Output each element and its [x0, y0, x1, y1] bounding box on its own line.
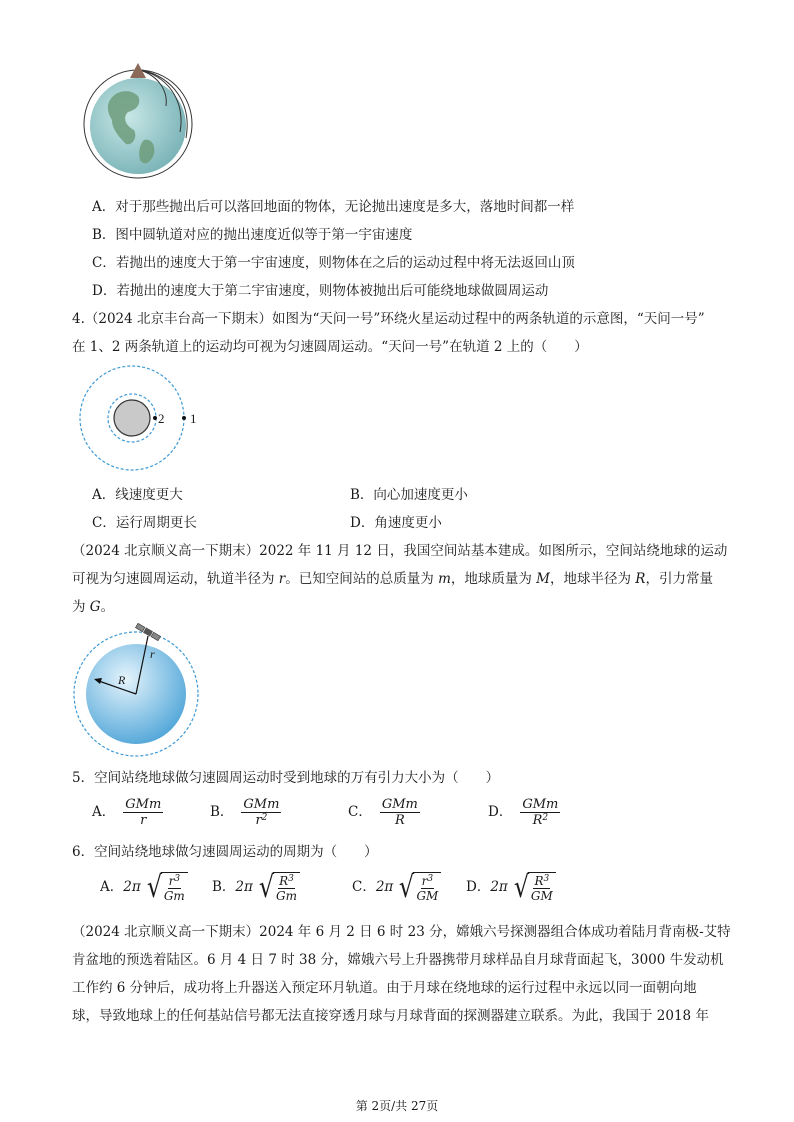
q4-option-b: B．向心加速度更小	[350, 487, 468, 503]
q3-option-b: B．图中圆轨道对应的抛出速度近似等于第一宇宙速度	[92, 227, 413, 243]
chang-e-line4: 球，导致地球上的任何基站信号都无法直接穿透月球与月球背面的探测器建立联系。为此，我国于 2018 年	[72, 1008, 709, 1024]
mars-planet	[114, 400, 150, 436]
q4-option-d: D．角速度更小	[350, 515, 442, 531]
q5-option-b: B． $\frac{\text{GMm}}{r^2}$	[210, 797, 280, 828]
page-footer: 第 2页/共 27页	[355, 1099, 439, 1113]
q4-stem-line1: 4.（2024 北京丰台高一下期末）如图为“天问一号”环绕火星运动过程中的两条轨道的示意图，“天问一号”	[72, 311, 705, 327]
label-R: R	[118, 673, 126, 687]
label-r: r	[150, 647, 155, 661]
q5-option-a: A． $\frac{\text{GMm}}{r}$	[92, 797, 162, 828]
q4-option-c: C．运行周期更长	[92, 515, 197, 531]
orbit-label-1: 1	[190, 411, 197, 426]
mars-orbit-figure	[66, 362, 216, 474]
q6-option-a: A．2π √ $r^3$ Gm	[100, 872, 188, 903]
q5-option-d: D． $\frac{\text{GMm}}{R^2}$	[488, 797, 559, 828]
q4-stem-line2: 在 1、2 两条轨道上的运动均可视为匀速圆周运动。“天问一号”在轨道 2 上的（ ）	[72, 339, 588, 355]
q4-option-a: A．线速度更大	[92, 487, 183, 503]
q6-option-d: D．2π √ $R^3$ GM	[466, 872, 556, 903]
q6-option-c: C．2π √ $r^3$ GM	[352, 872, 441, 903]
chang-e-line2: 肯盆地的预选着陆区。6 月 4 日 7 时 38 分，嫦娥六号上升器携带月球样品自月球背面起飞，3000 牛发动机	[72, 952, 724, 968]
earth-projectile-figure	[82, 60, 198, 180]
earth-globe	[90, 78, 186, 174]
chang-e-line3: 工作约 6 分钟后，成功将上升器送入预定环月轨道。由于月球在绕地球的运行过程中永远以同一面朝向地	[72, 980, 697, 996]
chang-e-line1: （2024 北京顺义高一下期末）2024 年 6 月 2 日 6 时 23 分，嫦娥六号探测器组合体成功着陆月背南极-艾特	[72, 924, 731, 940]
q3-option-d: D．若抛出的速度大于第二宇宙速度，则物体被抛出后可能绕地球做圆周运动	[92, 283, 549, 299]
q5-stem: 5．空间站绕地球做匀速圆周运动时受到地球的万有引力大小为（ ）	[72, 770, 500, 786]
space-station-figure	[72, 618, 212, 760]
q5-option-c: C． $\frac{\text{GMm}}{R}$	[348, 797, 418, 828]
station-intro-line2: 可视为匀速圆周运动，轨道半径为 r。已知空间站的总质量为 m，地球质量为 M，地球半径为 R，引力常量	[72, 571, 713, 587]
q6-stem: 6．空间站绕地球做匀速圆周运动的周期为（ ）	[72, 844, 378, 860]
q3-option-a: A．对于那些抛出后可以落回地面的物体，无论抛出速度是多大，落地时间都一样	[92, 199, 575, 215]
q6-option-b: B．2π √ $R^3$ Gm	[212, 872, 300, 903]
q3-option-c: C．若抛出的速度大于第一宇宙速度，则物体在之后的运动过程中将无法返回山顶	[92, 255, 575, 271]
station-intro-line3: 为 G。	[72, 599, 115, 615]
station-intro-line1: （2024 北京顺义高一下期末）2022 年 11 月 12 日，我国空间站基本建成。如图所示，空间站绕地球的运动	[72, 543, 728, 559]
orbit-label-2: 2	[158, 411, 165, 426]
